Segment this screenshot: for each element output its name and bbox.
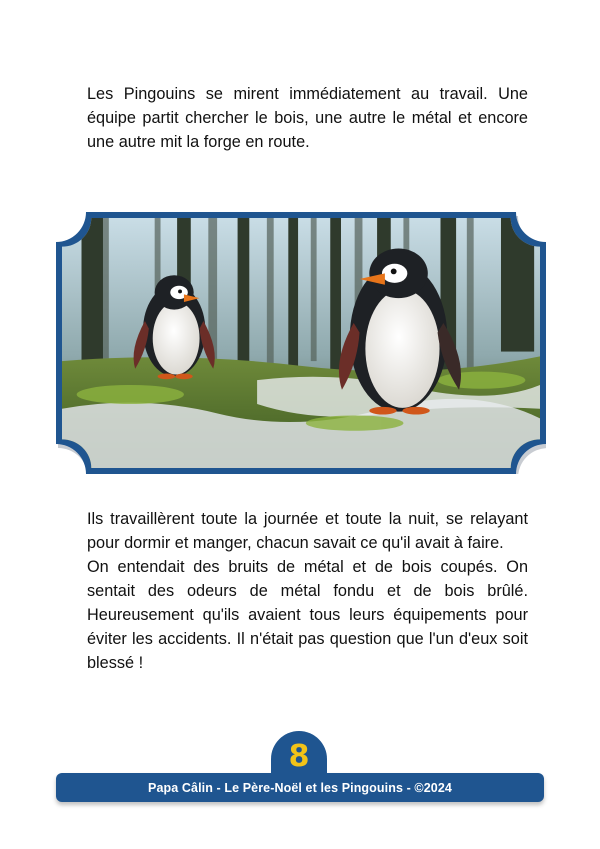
story-paragraph-2-line-1: Ils travaillèrent toute la journée et toute la nuit, se relayant pour dormir et manger, chacun savait ce qu'il avait à faire. xyxy=(87,510,528,552)
footer-bar xyxy=(56,773,544,802)
story-paragraph-1 xyxy=(87,82,528,154)
footer-text: Papa Câlin - Le Père-Noël et les Pingouins - ©2024 xyxy=(148,780,452,795)
page-number: 8 xyxy=(288,738,310,774)
penguins-in-forest-illustration xyxy=(56,212,546,474)
story-paragraph-2-line-2: On entendait des bruits de métal et de bois coupés. On sentait des odeurs de métal fondu et de bois brûlé. Heureusement qu'ils avaient tous leurs équipements pour éviter les accidents. Il n'était pas question que l'un d'eux soit blessé ! xyxy=(87,558,528,672)
page-number-badge xyxy=(271,731,327,775)
story-paragraph-2 xyxy=(87,507,528,675)
story-paragraph-1-text: Les Pingouins se mirent immédiatement au travail. Une équipe partit chercher le bois, une autre le métal et encore une autre mit la forge en route. xyxy=(87,85,528,151)
